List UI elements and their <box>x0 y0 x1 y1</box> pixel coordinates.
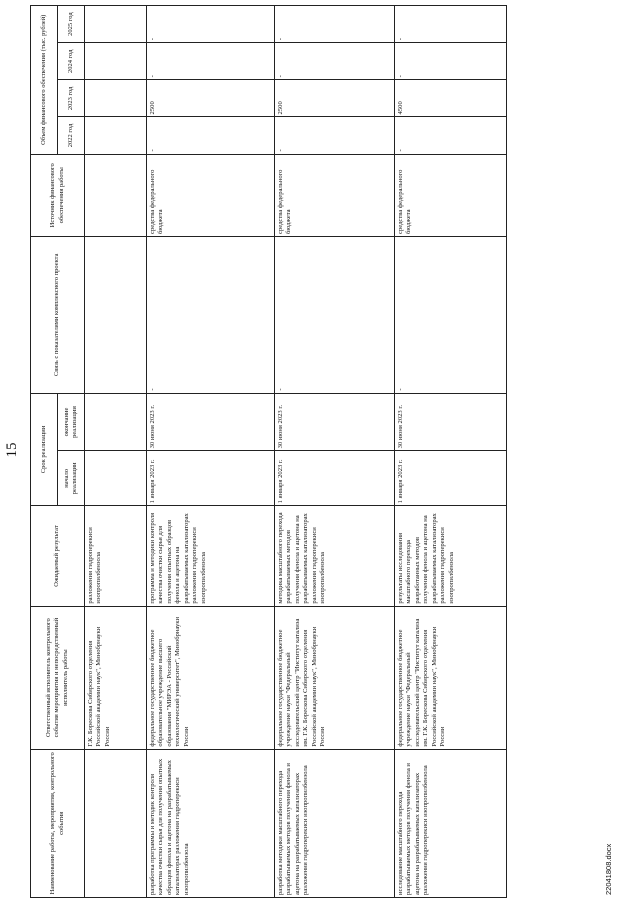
cell-2024 <box>85 43 147 80</box>
cell-end: 30 июня 2023 г. <box>275 393 395 451</box>
header-year-2025: 2025 год <box>58 6 85 43</box>
cell-2025: - <box>395 6 507 43</box>
cell-name: исследование масштабного перехода разрабатываемых методов получения фенола и ацетона на разрабатываемых катализаторах разложения гидроперекиси изопропилбензола <box>395 749 507 897</box>
cell-name: разработка методики масштабного перехода разрабатываемых методов получения фенола и ацетона на разрабатываемых катализаторах разложения гидроперекиси изопропилбензола <box>275 749 395 897</box>
cell-result: методика масштабного перехода разрабатываемых методов получения фенола и ацетона на разрабатываемых катализаторах разложения гидроперекиси изопропилбензола <box>275 506 395 606</box>
table-row <box>395 6 507 898</box>
header-start: начало реализации <box>58 451 85 506</box>
cell-2024: - <box>275 43 395 80</box>
cell-2023: 4500 <box>395 80 507 117</box>
table-row <box>147 6 275 898</box>
cell-start: 1 января 2023 г. <box>147 451 275 506</box>
cell-result: разложения гидроперекиси изопропилбензола <box>85 506 147 606</box>
header-responsible: Ответственный исполнитель контрольного события мероприятия и непосредственный исполнитель работы <box>31 606 85 749</box>
cell-2022: - <box>395 117 507 154</box>
header-year-2023: 2023 год <box>58 80 85 117</box>
cell-name <box>85 749 147 897</box>
cell-result: результаты исследования масштабного перехода разработанных методов получения фенола и ацетона на разрабатываемых катализаторах разложения гидроперекиси изопропилбензола <box>395 506 507 606</box>
cell-2024: - <box>395 43 507 80</box>
cell-2023 <box>85 80 147 117</box>
cell-end: 30 июня 2023 г. <box>147 393 275 451</box>
cell-2022: - <box>275 117 395 154</box>
cell-start: 1 января 2023 г. <box>395 451 507 506</box>
cell-source: средства федерального бюджета <box>147 154 275 236</box>
cell-result: программа и методики контроля качества очистки сырья для получения опытных образцов фенола и ацетона на разрабатываемых катализаторах разложения гидроперекиси изопропилбензола <box>147 506 275 606</box>
project-plan-table <box>30 5 507 898</box>
cell-link <box>85 236 147 393</box>
header-finance: Объем финансового обеспечения (тыс. рублей) <box>31 6 58 155</box>
cell-link: - <box>275 236 395 393</box>
cell-source: средства федерального бюджета <box>395 154 507 236</box>
table-row <box>275 6 395 898</box>
table-row <box>85 6 147 898</box>
cell-link: - <box>395 236 507 393</box>
cell-responsible: федеральное государственное бюджетное образовательное учреждение высшего образования "МИРЭА - Российский технологический университет", Минобрнауки России <box>147 606 275 749</box>
cell-2022: - <box>147 117 275 154</box>
page-number: 15 <box>4 442 20 458</box>
cell-source: средства федерального бюджета <box>275 154 395 236</box>
cell-start: 1 января 2023 г. <box>275 451 395 506</box>
header-result: Ожидаемый результат <box>31 506 85 606</box>
cell-source <box>85 154 147 236</box>
header-source: Источник финансового обеспечения работы <box>31 154 85 236</box>
header-year-2024: 2024 год <box>58 43 85 80</box>
cell-responsible: федеральное государственное бюджетное учреждение науки "Федеральный исследовательский центр "Институт катализа им. Г.К. Борескова Сибирского отделения Российской академии наук", Минобрнауки России <box>275 606 395 749</box>
header-end: окончание реализации <box>58 393 85 451</box>
cell-end <box>85 393 147 451</box>
cell-name: разработка программы и методик контроля качества очистки сырья для получения опытных образцов фенола и ацетона на разрабатываемых катализаторах разложения гидроперекиси изопропилбензола <box>147 749 275 897</box>
cell-2025 <box>85 6 147 43</box>
cell-2023: 2500 <box>275 80 395 117</box>
header-link: Связь с показателями комплексного проекта <box>31 236 85 393</box>
cell-2025: - <box>147 6 275 43</box>
cell-2022 <box>85 117 147 154</box>
header-name: Наименование работы, мероприятия, контрольного события <box>31 749 85 897</box>
document-filename: 22041808.docx <box>604 843 613 895</box>
cell-2024: - <box>147 43 275 80</box>
header-year-2022: 2022 год <box>58 117 85 154</box>
cell-start <box>85 451 147 506</box>
cell-responsible: федеральное государственное бюджетное учреждение науки "Федеральный исследовательский центр "Институт катализа им. Г.К. Борескова Сибирского отделения Российской академии наук", Минобрнауки России <box>395 606 507 749</box>
cell-2025: - <box>275 6 395 43</box>
header-period: Срок реализации <box>31 393 58 506</box>
cell-responsible: Г.К. Борескова Сибирского отделения Российской академии наук", Минобрнауки России <box>85 606 147 749</box>
cell-link: - <box>147 236 275 393</box>
cell-end: 30 июня 2023 г. <box>395 393 507 451</box>
cell-2023: 2500 <box>147 80 275 117</box>
